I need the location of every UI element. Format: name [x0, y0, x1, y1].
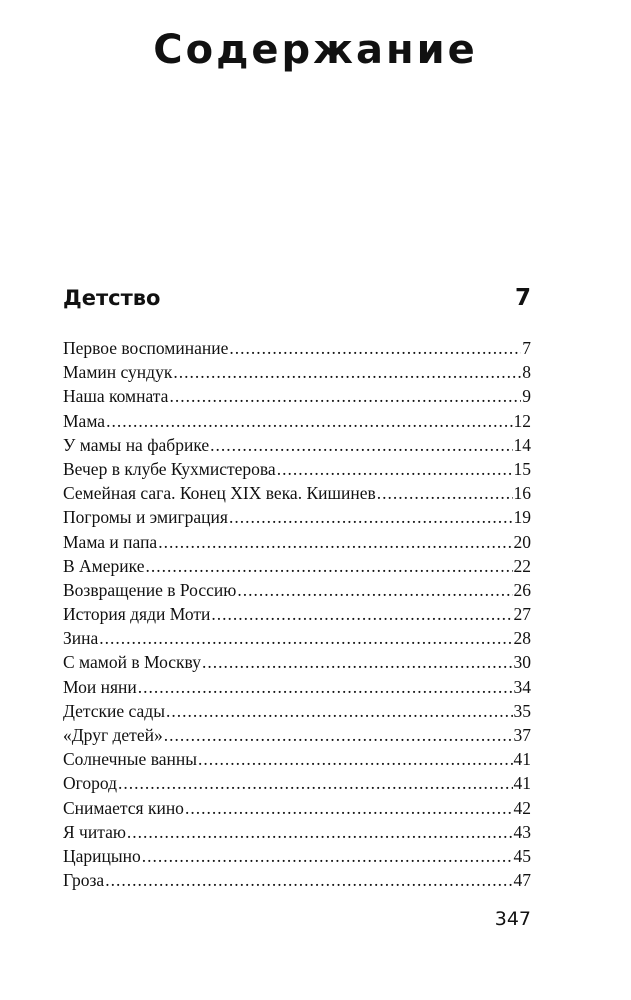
toc-entry-title: У мамы на фабрике	[63, 434, 210, 455]
dot-leader	[142, 844, 513, 868]
toc-entry-page: 12	[513, 410, 531, 431]
toc-entry-title: Солнечные ванны	[63, 749, 197, 770]
dot-leader	[198, 747, 513, 771]
toc-entry-page: 9	[522, 386, 531, 407]
toc-entry	[63, 771, 531, 795]
dot-leader	[229, 336, 521, 360]
page-number: 347	[494, 908, 531, 930]
dot-leader	[202, 650, 513, 674]
toc-entry	[63, 433, 531, 457]
toc-entry	[63, 650, 531, 674]
toc-entry-page: 7	[522, 338, 531, 358]
dot-leader	[166, 699, 513, 723]
toc-entry-page: 37	[513, 725, 531, 745]
dot-leader	[237, 578, 512, 602]
toc-entry	[63, 409, 531, 433]
section-page-number: 7	[514, 285, 531, 311]
dot-leader	[185, 796, 513, 820]
dot-leader	[164, 723, 513, 747]
section-header	[63, 280, 531, 316]
toc-entry-page: 45	[513, 845, 531, 866]
dot-leader	[229, 505, 513, 529]
toc-entry	[63, 820, 531, 844]
toc-entry	[63, 675, 531, 699]
toc-entry	[63, 554, 531, 578]
toc-entry	[63, 602, 531, 626]
dot-leader	[211, 602, 512, 626]
toc-entry-page: 34	[513, 676, 531, 697]
toc-entry-title: Первое воспоминание	[63, 338, 229, 358]
toc-entry	[63, 336, 531, 360]
toc-entry-page: 47	[513, 870, 531, 891]
toc-entry-title: Зина	[63, 628, 99, 649]
toc-entry-page: 20	[513, 531, 531, 552]
toc-entry-title: Детские сады	[63, 700, 165, 721]
toc-entry-page: 15	[513, 458, 531, 479]
toc-entry	[63, 868, 531, 892]
dot-leader	[105, 868, 512, 892]
toc-entry-title: Возвращение в Россию	[63, 579, 237, 600]
toc-entry-page: 8	[522, 362, 531, 383]
toc-entry-title: Семейная сага. Конец XIX века. Кишинев	[63, 483, 376, 504]
toc-entry-page: 41	[513, 773, 531, 794]
section-title: Детство	[63, 286, 161, 310]
toc-entry-title: Наша комната	[63, 386, 169, 407]
page-title: Содержание	[153, 27, 478, 73]
toc-entry-title: Огород	[63, 773, 118, 794]
toc-entry	[63, 699, 531, 723]
toc-entry	[63, 796, 531, 820]
toc-entry-title: Вечер в клубе Кухмистерова	[63, 458, 276, 479]
dot-leader	[118, 771, 512, 795]
toc-entry-title: С мамой в Москву	[63, 652, 201, 673]
toc-entry	[63, 360, 531, 384]
toc-entry	[63, 505, 531, 529]
toc-entry-title: Я читаю	[63, 821, 126, 842]
toc-entry	[63, 384, 531, 408]
toc-entry-title: В Америке	[63, 555, 145, 576]
toc-entry	[63, 457, 531, 481]
toc-entry-title: Снимается кино	[63, 797, 184, 818]
toc-entry-page: 16	[513, 483, 531, 504]
toc-entry-page: 42	[513, 797, 531, 818]
toc-entry-page: 28	[513, 628, 531, 649]
toc-entry-title: Мои няни	[63, 676, 137, 697]
dot-leader	[210, 433, 512, 457]
dot-leader	[158, 530, 512, 554]
toc-entry-page: 35	[513, 700, 531, 721]
toc-entry-page: 41	[513, 749, 531, 770]
dot-leader	[138, 675, 513, 699]
dot-leader	[277, 457, 513, 481]
toc-entry-page: 30	[513, 652, 531, 673]
toc-entry-page: 19	[513, 507, 531, 528]
toc-entry	[63, 626, 531, 650]
toc-entry-title: Мама	[63, 410, 106, 431]
toc-entry-title: Царицыно	[63, 845, 141, 866]
toc-entry-title: История дяди Моти	[63, 604, 211, 625]
toc-entry	[63, 844, 531, 868]
toc-entry	[63, 530, 531, 554]
toc-entry-title: Мамин сундук	[63, 362, 173, 383]
toc-entry-title: Погромы и эмиграция	[63, 507, 228, 528]
toc-entry-title: Гроза	[63, 870, 105, 891]
toc-entry-page: 27	[513, 604, 531, 625]
toc-entry-page: 14	[513, 434, 531, 455]
toc-list	[63, 336, 531, 892]
dot-leader	[145, 554, 512, 578]
toc-entry-page: 26	[513, 579, 531, 600]
toc-entry	[63, 578, 531, 602]
toc-entry-title: «Друг детей»	[63, 725, 163, 745]
dot-leader	[106, 409, 512, 433]
dot-leader	[127, 820, 513, 844]
toc-entry	[63, 481, 531, 505]
toc-entry-title: Мама и папа	[63, 531, 158, 552]
toc-entry-page: 22	[513, 555, 531, 576]
dot-leader	[99, 626, 512, 650]
toc-entry	[63, 723, 531, 747]
dot-leader	[169, 384, 521, 408]
toc-entry	[63, 747, 531, 771]
dot-leader	[377, 481, 513, 505]
toc-entry-page: 43	[513, 821, 531, 842]
dot-leader	[173, 360, 521, 384]
